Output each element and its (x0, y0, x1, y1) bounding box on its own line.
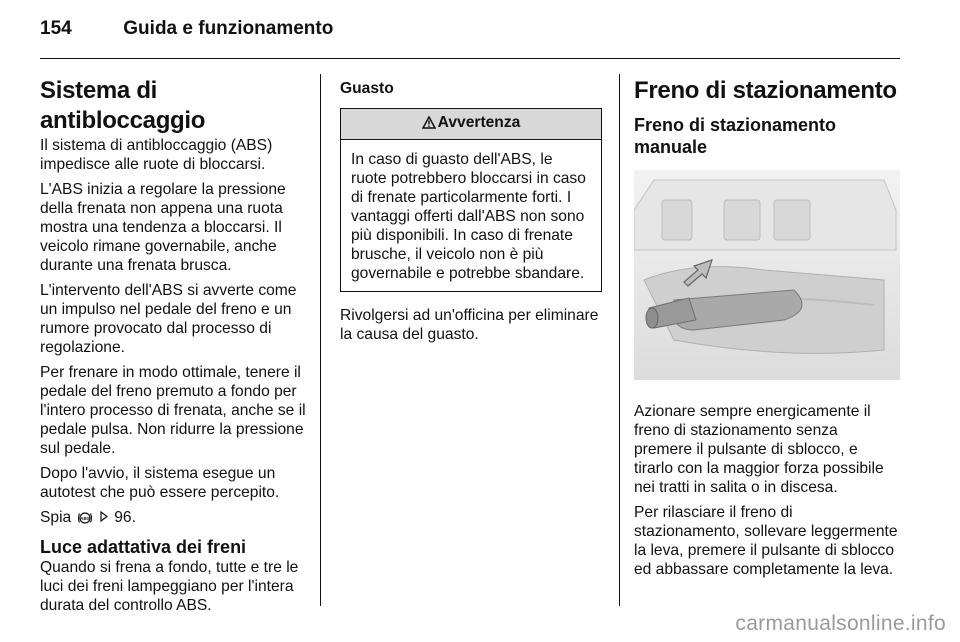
guasto-heading: Guasto (340, 80, 394, 97)
page-number: 154 (40, 18, 72, 39)
abs-heading: Sistema di antibloccaggio (40, 77, 206, 134)
warning-title: Avvertenza (437, 114, 521, 131)
warning-header (341, 109, 601, 140)
svg-text:ABS: ABS (79, 516, 90, 521)
abs-paragraph-1: Il sistema di antibloccaggio (ABS) impedisce alle ruote di bloccarsi. (40, 137, 273, 173)
brake-light-heading: Luce adattativa dei freni (40, 537, 247, 557)
parking-brake-illustration (634, 170, 900, 380)
parking-brake-paragraph-2: Per rilasciare il freno di stazionamento, sollevare leggermente la leva, premere il pulsante di sblocco ed abbassare completamente la leva. (634, 504, 898, 578)
column-divider-2 (619, 74, 620, 606)
page-header (40, 18, 333, 48)
abs-paragraph-2: L'ABS inizia a regolare la pressione della frenata non appena una ruota mostra una tendenza a bloccarsi. Il veicolo rimane governabile, anche durante una frenata brusca. (40, 181, 286, 274)
parking-brake-heading: Freno di stazionamento (634, 77, 897, 104)
warning-box (340, 108, 602, 292)
column-guasto (340, 76, 602, 350)
column-divider-1 (320, 74, 321, 606)
watermark: carmanualsonline.info (735, 612, 946, 635)
abs-warning-icon (77, 511, 93, 530)
parking-brake-paragraph-1: Azionare sempre energicamente il freno di stazionamento senza premere il pulsante di sblocco, e tirarlo con la maggior forza possibile nei tratti in salita o in discesa. (634, 403, 884, 496)
column-parking-brake (634, 76, 900, 585)
page-reference-icon (100, 508, 108, 527)
column-abs (40, 76, 306, 621)
guasto-paragraph: Rivolgersi ad un'officina per eliminare la causa del guasto. (340, 307, 599, 343)
warning-triangle-icon (422, 115, 436, 134)
spia-reference: 96. (114, 509, 136, 526)
spia-label: Spia (40, 509, 72, 526)
brake-light-paragraph: Quando si frena a fondo, tutte e tre le luci dei freni lampeggiano per l'intera durata del controllo ABS. (40, 559, 299, 614)
abs-paragraph-4: Per frenare in modo ottimale, tenere il pedale del freno premuto a fondo per l'intero processo di frenata, anche se il pedale pulsa. Non ridurre la pressione sul pedale. (40, 364, 306, 457)
abs-paragraph-5: Dopo l'avvio, il sistema esegue un autotest che può essere percepito. (40, 465, 280, 501)
spia-line (40, 508, 306, 530)
section-title: Guida e funzionamento (123, 18, 334, 39)
header-rule (40, 58, 900, 59)
manual-parking-brake-heading: Freno di stazionamento manuale (634, 115, 837, 157)
warning-text: In caso di guasto dell'ABS, le ruote potrebbero bloccarsi in caso di frenate particolarmente forti. I vantaggi offerti dall'ABS non sono più disponibili. In caso di frenate brusche, il veicolo non è più governabile e potrebbe sbandare. (351, 151, 586, 282)
abs-paragraph-3: L'intervento dell'ABS si avverte come un impulso nel pedale del freno e un rumore provocato dal processo di regolazione. (40, 282, 297, 356)
